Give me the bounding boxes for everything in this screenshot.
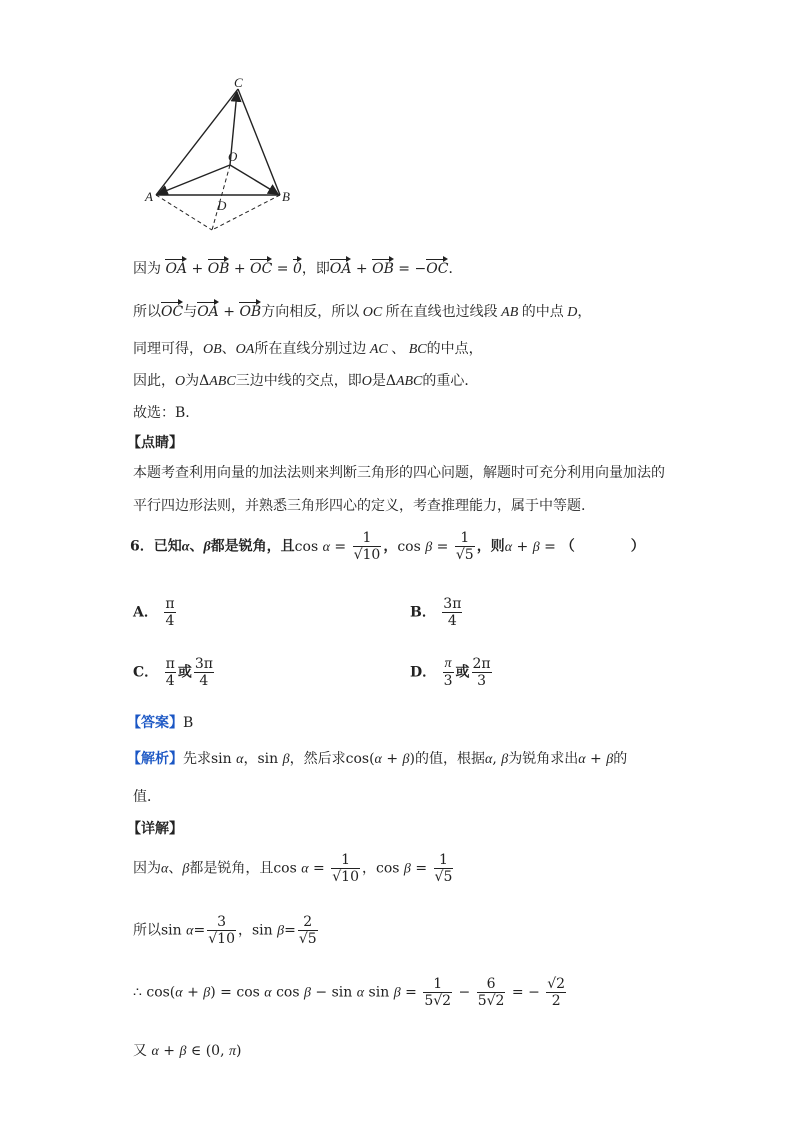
line-1: 因为 OA + OB + OC = 0，即OA + OB = −OC． <box>133 258 462 278</box>
label-a: A <box>145 189 153 204</box>
label-b: B <box>282 189 290 204</box>
detail-line-2: 所以sin α= $\frac{3}{√10}$ ，sin β= $\frac{2}{√5}$ <box>133 914 317 947</box>
label-d: D <box>217 198 227 213</box>
answer-choice-line: 故选：B. <box>133 405 190 421</box>
option-a[interactable]: A． $\frac{\pi}{4}$ <box>133 596 175 629</box>
analysis-line-1: 【解析】先求sin α，sin β，然后求cos(α + β)的值，根据α, β为锐角求出α + β的 <box>127 751 628 767</box>
detail-line-1: 因为α、β都是锐角，且cos α = $\frac{1}{√10}$ ，cos β = $\frac{1}{√5}$ <box>133 852 453 885</box>
triangle-figure <box>140 75 300 240</box>
commentary-line-1: 本题考查利用向量的加法法则来判断三角形的四心问题，解题时可充分利用向量加法的 <box>133 465 665 481</box>
line-4: 因此，O为ΔABC三边中线的交点，即O是ΔABC的重心． <box>133 373 479 389</box>
detail-line-4: 又 α + β ∈ (0, π) <box>133 1043 242 1059</box>
label-c: C <box>234 75 243 90</box>
question-6: 6．已知α、β都是锐角，且cos α = $\frac{1}{√10}$ ，cos β = $\frac{1}{√5}$ ，则α + β = （ ） <box>130 530 645 563</box>
option-c[interactable]: C． $\frac{\pi}{4}$ 或 $\frac{3\pi}{4}$ <box>133 656 213 689</box>
analysis-line-2: 值． <box>133 789 161 805</box>
option-d[interactable]: D． $\frac{\pi}{3}$ 或 $\frac{2\pi}{3}$ <box>410 656 491 689</box>
line-3: 同理可得，OB、OA所在直线分别过边 AC 、 BC的中点， <box>133 341 483 357</box>
edge-cb <box>238 89 280 195</box>
option-b[interactable]: B． $\frac{3\pi}{4}$ <box>410 596 462 629</box>
vector-ob <box>230 165 278 194</box>
dianjing-tag: 【点睛】 <box>127 435 183 451</box>
detail-line-3: ∴ cos(α + β) = cos α cos β − sin α sin β = $\frac{1}{5√2}$ − $\frac{6}{5√2}$ = − $\frac{√2}{2}$ <box>133 976 566 1009</box>
label-o: O <box>228 149 238 164</box>
detail-tag: 【详解】 <box>127 821 183 837</box>
answer-line: 【答案】B <box>127 715 194 731</box>
dash-a-e <box>156 195 212 230</box>
commentary-line-2: 平行四边形法则，并熟悉三角形四心的定义，考查推理能力，属于中等题. <box>133 498 586 514</box>
line-2: 所以OC与OA + OB方向相反，所以 OC 所在直线也过线段 AB 的中点 D， <box>133 301 591 321</box>
